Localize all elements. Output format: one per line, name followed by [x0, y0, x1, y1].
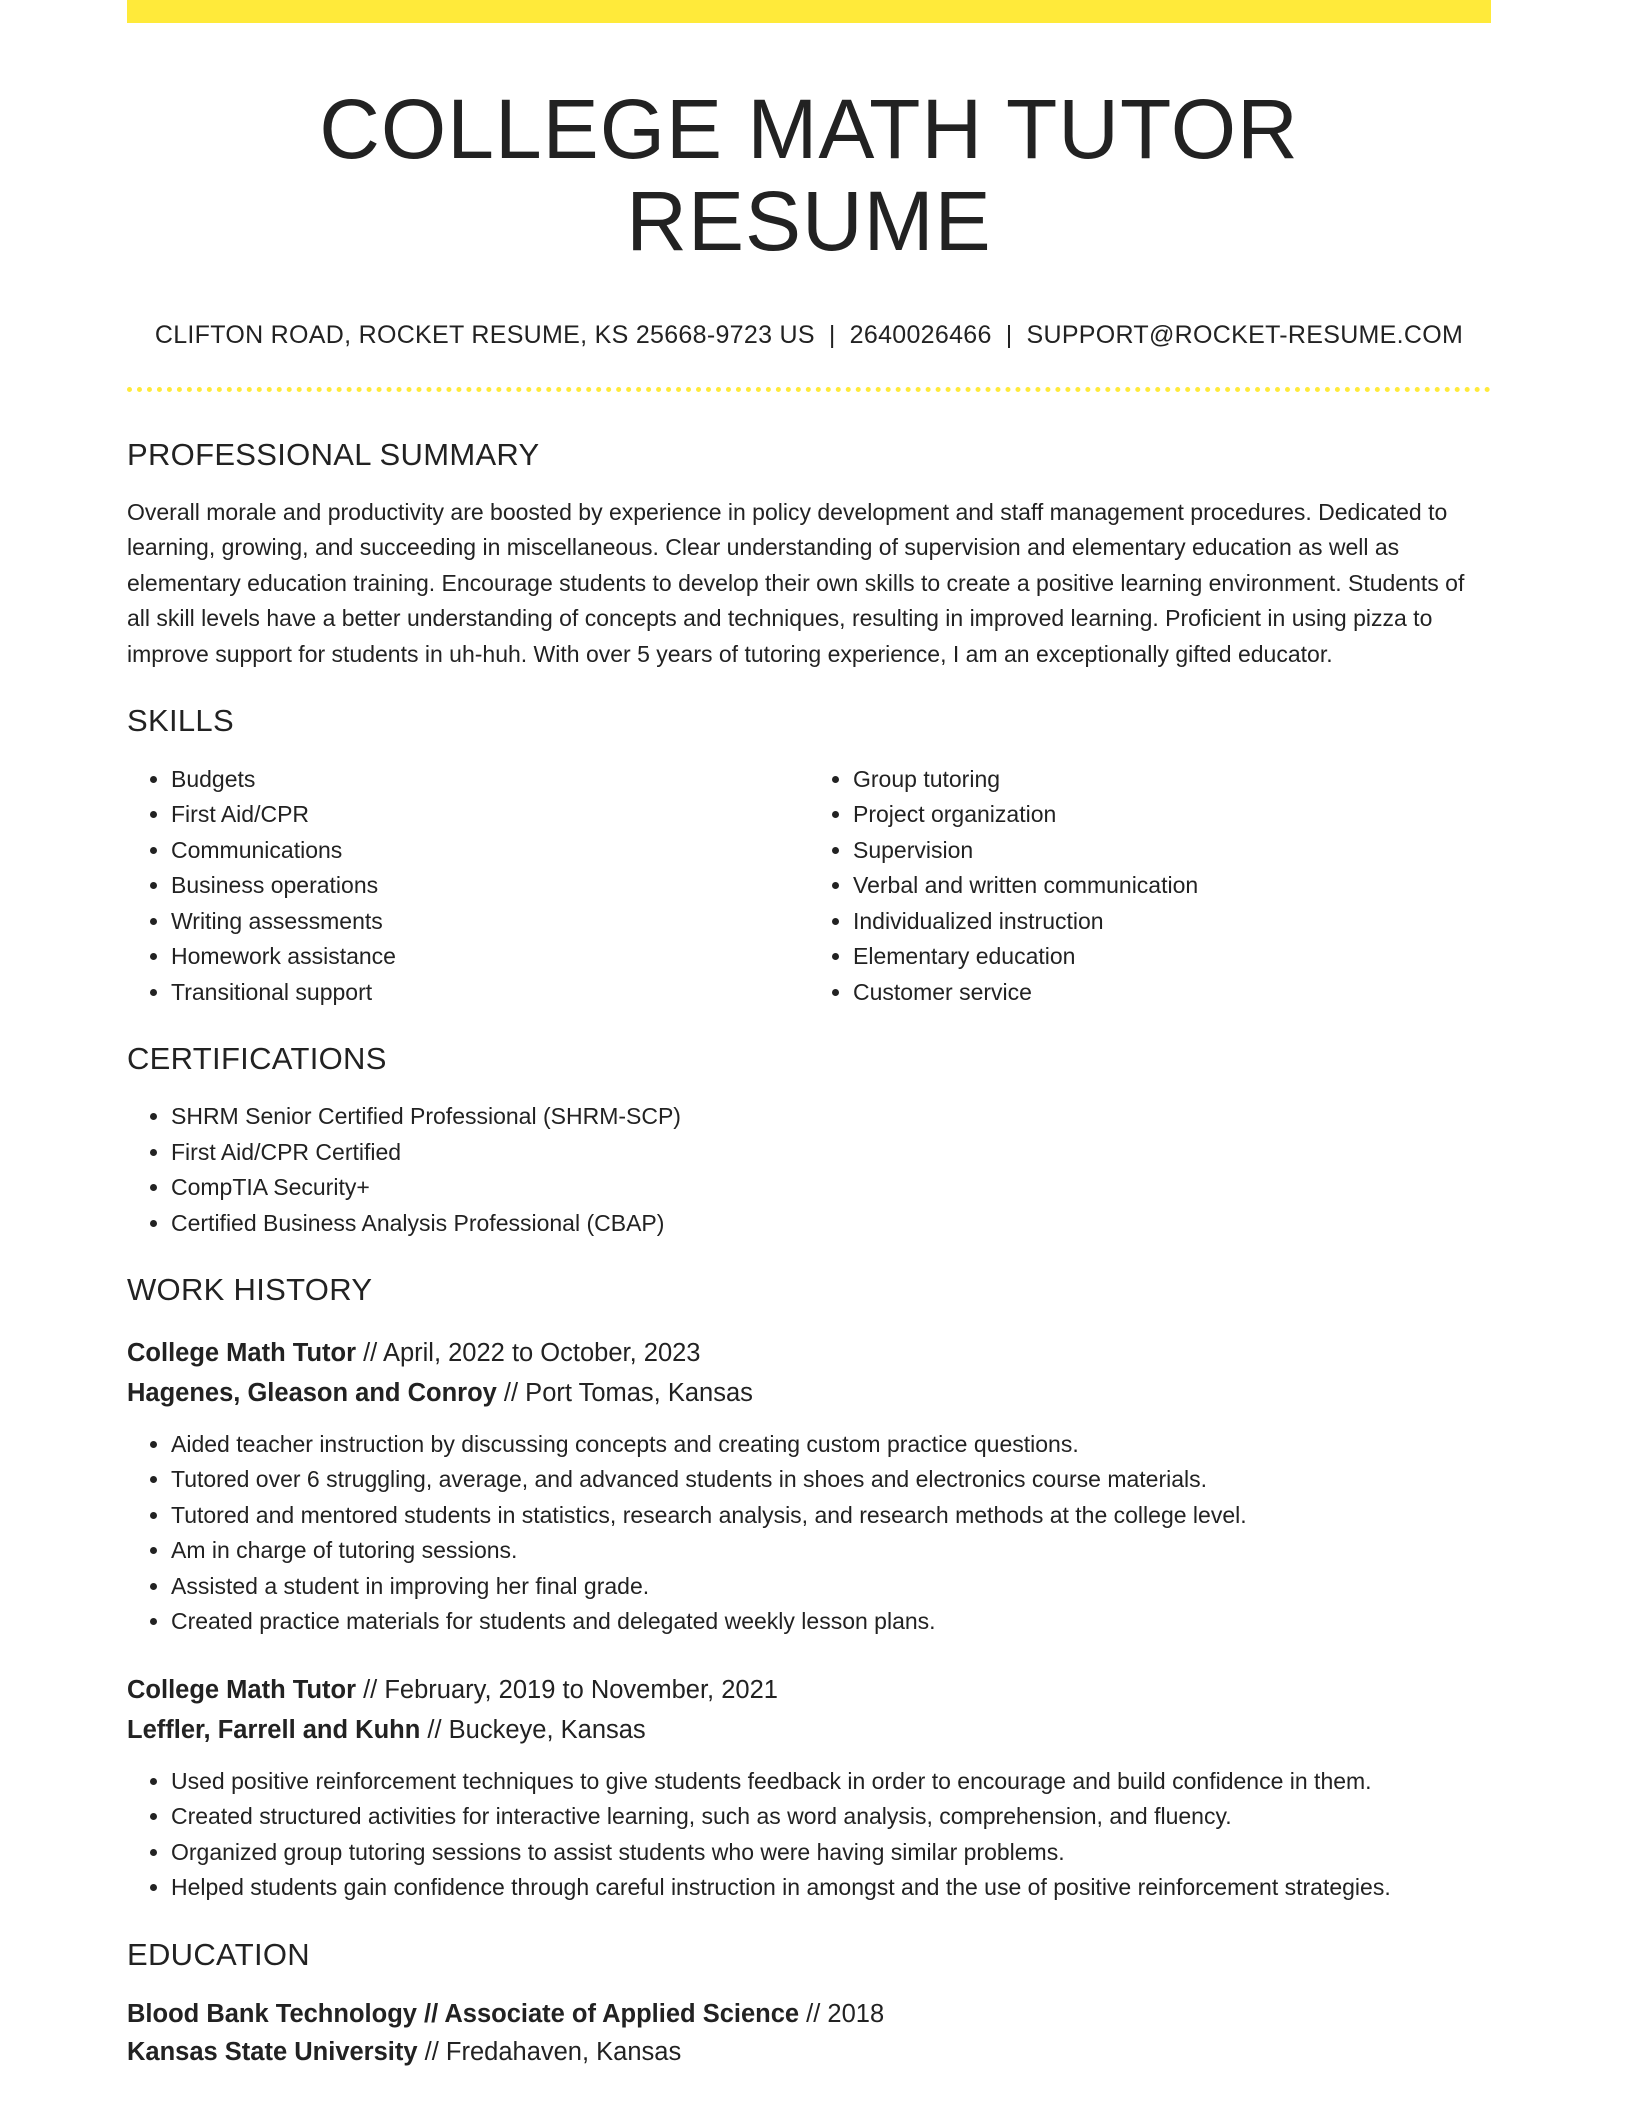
job-title-line [127, 1333, 1491, 1373]
education-degree-line [127, 1995, 1491, 2033]
job-bullet: • Tutored over 6 struggling, average, and advanced students in shoes and electronics course materials. [171, 1462, 1491, 1498]
job-company: Leffler, Farrell and Kuhn [127, 1715, 421, 1744]
skill-item: • Business operations [171, 868, 809, 904]
job-location: // Port Tomas, Kansas [496, 1378, 753, 1407]
dotted-divider [127, 387, 1491, 392]
contact-line [127, 320, 1491, 350]
job-title: College Math Tutor [127, 1338, 357, 1367]
education-year: // 2018 [799, 1999, 885, 2028]
skills-list-right [809, 762, 1491, 1011]
job-title: College Math Tutor [127, 1675, 357, 1704]
skills-heading: SKILLS [127, 703, 234, 739]
job-entry [127, 1670, 1491, 1906]
job-bullet: • Created structured activities for interactive learning, such as word analysis, comprehension, and fluency. [171, 1799, 1491, 1835]
summary-section [127, 436, 1491, 673]
work-history-heading: WORK HISTORY [127, 1272, 373, 1308]
certification-item: • SHRM Senior Certified Professional (SHRM-SCP) [171, 1099, 1491, 1135]
contact-separator: | [828, 320, 836, 349]
skills-columns [127, 740, 1491, 1011]
skill-item: • Transitional support [171, 975, 809, 1011]
skills-section [127, 702, 1491, 1010]
job-location: // Buckeye, Kansas [420, 1715, 646, 1744]
education-heading: EDUCATION [127, 1936, 310, 1972]
job-bullet: • Helped students gain confidence through careful instruction in amongst and the use of positive reinforcement strategies. [171, 1870, 1491, 1906]
job-bullet: • Aided teacher instruction by discussing concepts and creating custom practice questions. [171, 1427, 1491, 1463]
job-bullet: • Organized group tutoring sessions to assist students who were having similar problems. [171, 1835, 1491, 1871]
contact-phone: 2640026466 [849, 320, 992, 349]
job-company-line [127, 1373, 1491, 1413]
resume-page [127, 0, 1491, 2071]
job-bullets [127, 1764, 1491, 1906]
education-entry [127, 1995, 1491, 2071]
job-bullet: • Used positive reinforcement techniques to give students feedback in order to encourage and build confidence in them. [171, 1764, 1491, 1800]
resume-title: COLLEGE MATH TUTOR RESUME [319, 82, 1299, 269]
job-entry [127, 1333, 1491, 1640]
skill-item: • Customer service [853, 975, 1491, 1011]
education-school-line [127, 2033, 1491, 2071]
certifications-list [127, 1099, 1491, 1241]
skill-item: • Writing assessments [171, 904, 809, 940]
top-accent-bar [127, 0, 1491, 23]
skill-item: • Individualized instruction [853, 904, 1491, 940]
job-dates: // February, 2019 to November, 2021 [356, 1675, 778, 1704]
certification-item: • First Aid/CPR Certified [171, 1135, 1491, 1171]
summary-heading: PROFESSIONAL SUMMARY [127, 436, 540, 472]
skill-item: • Communications [171, 833, 809, 869]
skill-item: • Verbal and written communication [853, 868, 1491, 904]
contact-address: CLIFTON ROAD, ROCKET RESUME, KS 25668-9723 US [154, 320, 815, 349]
job-bullet: • Created practice materials for students and delegated weekly lesson plans. [171, 1604, 1491, 1640]
skill-item: • Group tutoring [853, 762, 1491, 798]
job-title-line [127, 1670, 1491, 1710]
work-history-section [127, 1271, 1491, 1905]
skill-item: • Budgets [171, 762, 809, 798]
skill-item: • Homework assistance [171, 939, 809, 975]
contact-separator: | [1005, 320, 1013, 349]
job-company-line [127, 1710, 1491, 1750]
certification-item: • CompTIA Security+ [171, 1170, 1491, 1206]
skill-item: • Elementary education [853, 939, 1491, 975]
contact-email: SUPPORT@ROCKET-RESUME.COM [1026, 320, 1464, 349]
skill-item: • First Aid/CPR [171, 797, 809, 833]
skill-item: • Project organization [853, 797, 1491, 833]
job-bullets [127, 1427, 1491, 1640]
job-company: Hagenes, Gleason and Conroy [127, 1378, 497, 1407]
job-bullet: • Assisted a student in improving her final grade. [171, 1569, 1491, 1605]
job-dates: // April, 2022 to October, 2023 [356, 1338, 701, 1367]
skills-list-left [127, 762, 809, 1011]
education-section [127, 1936, 1491, 2071]
certifications-heading: CERTIFICATIONS [127, 1041, 387, 1077]
education-location: // Fredahaven, Kansas [417, 2037, 682, 2066]
job-bullet: • Am in charge of tutoring sessions. [171, 1533, 1491, 1569]
summary-text: Overall morale and productivity are boosted by experience in policy development and staff management procedures. Dedicated to learning, growing, and succeeding in miscellaneous. Clear understanding of supervision and elementary education as well as elementary education training. Encourage students to develop their own skills to create a positive learning environment. Students of all skill levels have a better understanding of concepts and techniques, resulting in improved learning. Proficient in using pizza to improve support for students in uh-huh. With over 5 years of tutoring experience, I am an exceptionally gifted educator. [127, 498, 1465, 667]
education-school: Kansas State University [127, 2037, 418, 2066]
certification-item: • Certified Business Analysis Professional (CBAP) [171, 1206, 1491, 1242]
job-bullet: • Tutored and mentored students in statistics, research analysis, and research methods at the college level. [171, 1498, 1491, 1534]
education-degree: Blood Bank Technology // Associate of Applied Science [127, 1999, 800, 2028]
certifications-section [127, 1040, 1491, 1241]
skill-item: • Supervision [853, 833, 1491, 869]
